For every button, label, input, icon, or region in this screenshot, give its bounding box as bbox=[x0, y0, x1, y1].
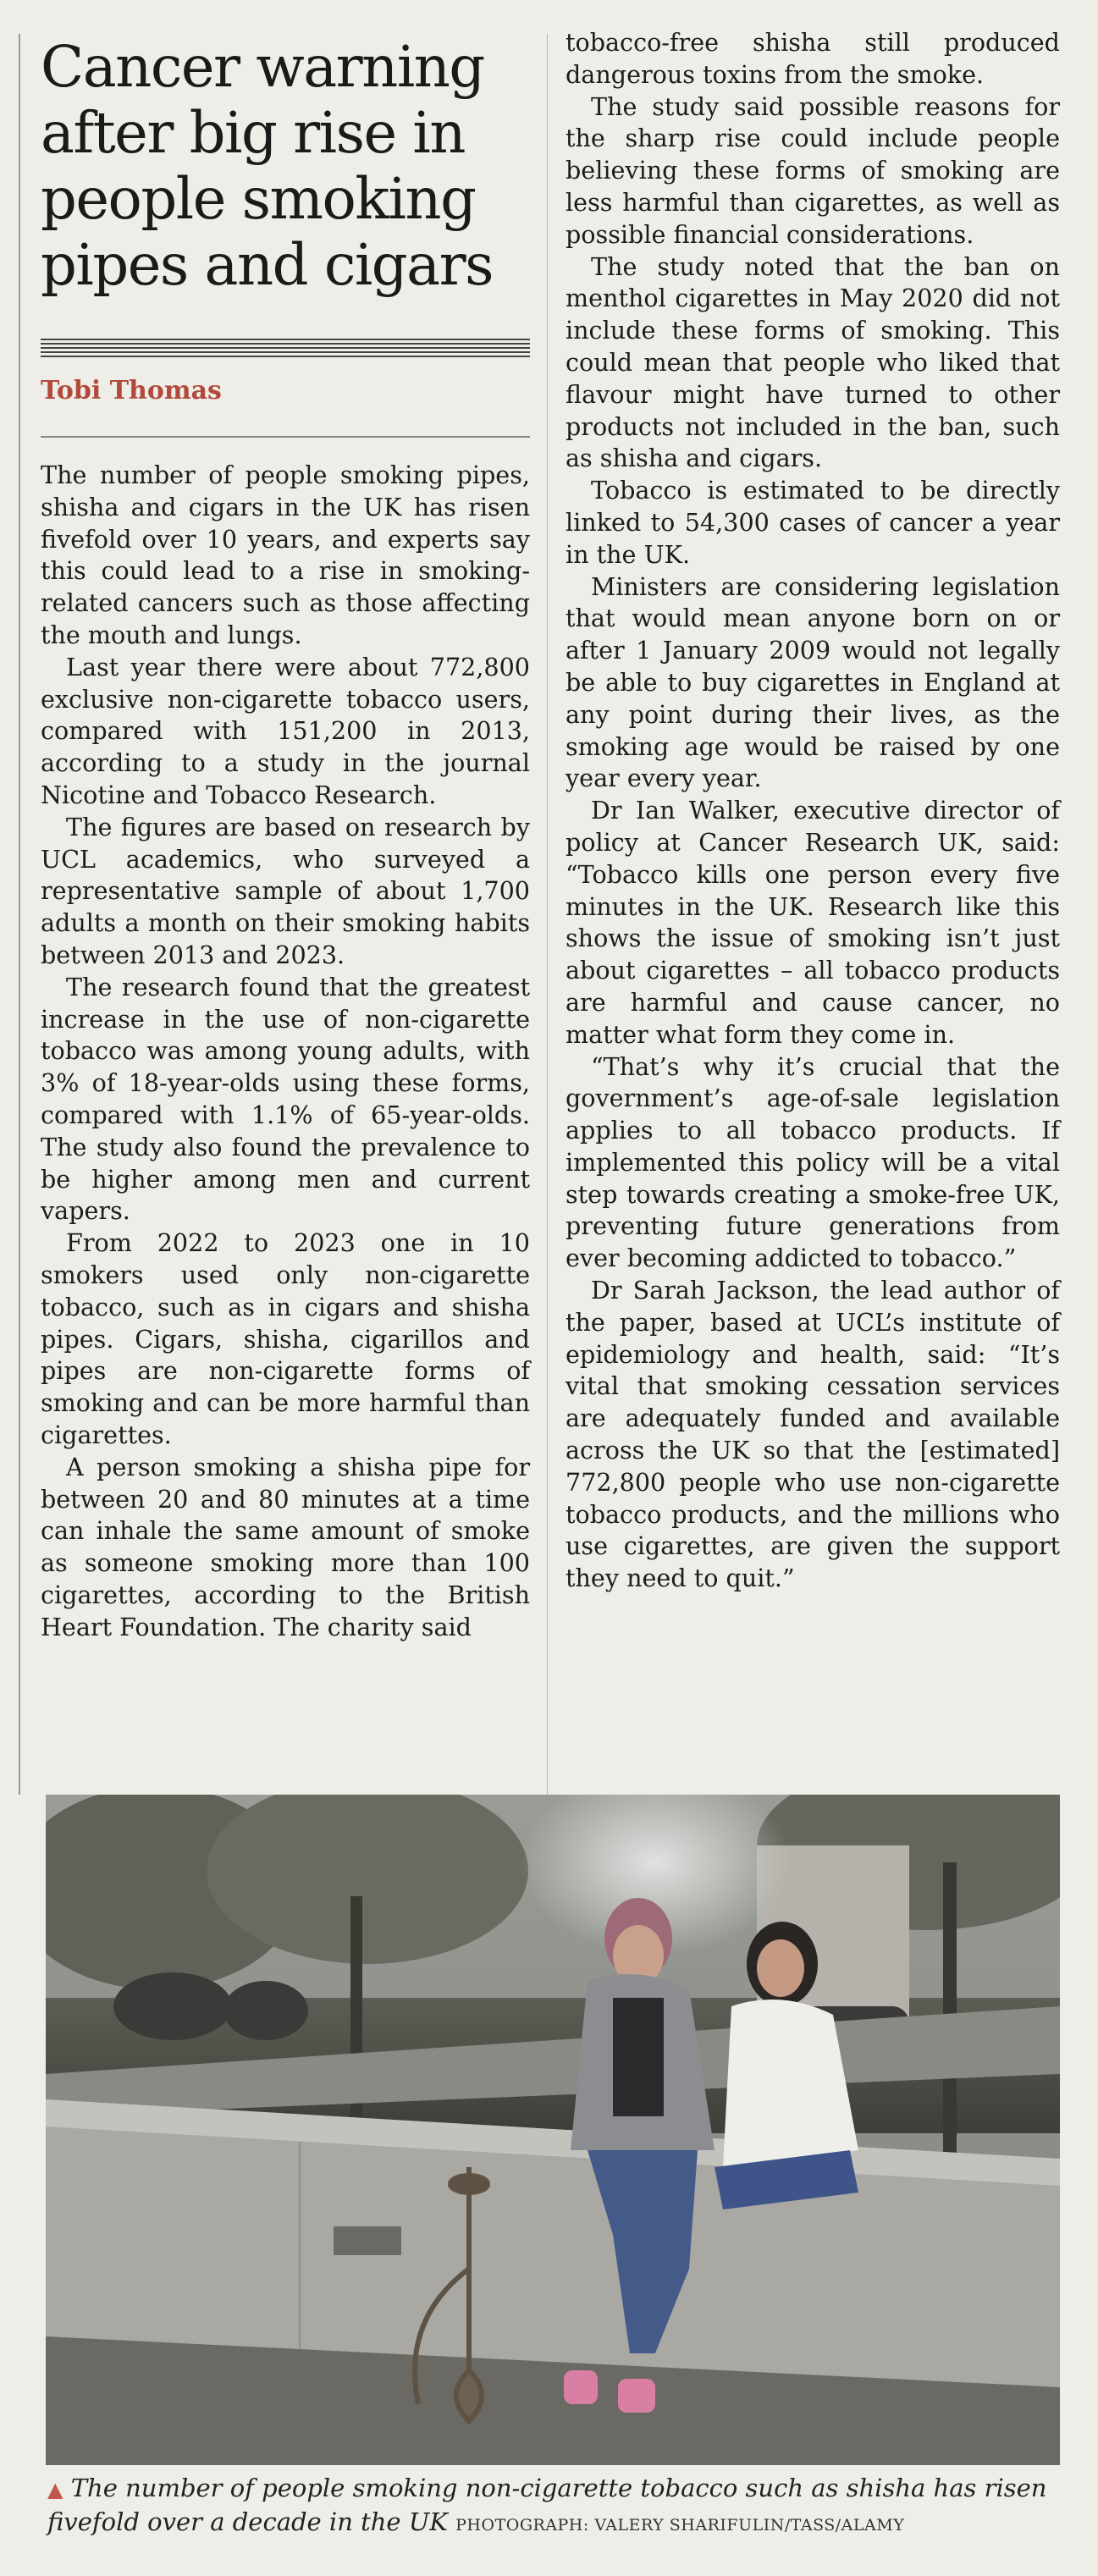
photo-shisha-smokers bbox=[46, 1795, 1060, 2465]
paragraph: From 2022 to 2023 one in 10 smokers used only non-cigarette tobacco, such as in cigars and shisha pipes. Cigars, shisha, cigarillos and pipes are non-cigarette forms of smoking and can be more harmful than cigarettes. bbox=[41, 1228, 530, 1449]
paragraph: “That’s why it’s crucial that the government’s age-of-sale legislation applies to all tobacco products. If implemented this policy will be a vital step towards creating a smoke-free UK, preventing future generations from ever becoming addicted to tobacco.” bbox=[566, 1051, 1060, 1273]
paragraph: The research found that the greatest increase in the use of non-cigarette tobacco was among young adults, with 3% of 18-year-olds using these forms, compared with 1.1% of 65-year-olds. The study also found the prevalence to be higher among men and current vapers. bbox=[41, 972, 530, 1226]
paragraph: Ministers are considering legislation that would mean anyone born on or after 1 January 2009 would not legally be able to buy cigarettes in England at any point during their lives, as the smoking age would be raised by one year every year. bbox=[566, 571, 1060, 793]
byline: Tobi Thomas bbox=[41, 376, 222, 405]
paragraph: tobacco-free shisha still produced dangerous toxins from the smoke. bbox=[566, 28, 1060, 89]
paragraph: The figures are based on research by UCL academics, who surveyed a representative sample of about 1,700 adults a month on their smoking habits between 2013 and 2023. bbox=[41, 812, 530, 969]
caption-triangle-icon: ▲ bbox=[47, 2478, 63, 2502]
paragraph: A person smoking a shisha pipe for between 20 and 80 minutes at a time can inhale the same amount of smoke as someone smoking more than 100 cigarettes, according to the British Heart Foundation. The charity said bbox=[41, 1452, 530, 1641]
paragraph: The number of people smoking pipes, shisha and cigars in the UK has risen fivefold over 10 years, and experts say this could lead to a rise in smoking-related cancers such as those affecting the mouth and lungs. bbox=[41, 461, 530, 649]
article-photo bbox=[46, 1795, 1060, 2465]
paragraph: Dr Ian Walker, executive director of policy at Cancer Research UK, said: “Tobacco kills one person every five minutes in the UK. Research like this shows the issue of smoking isn’t just about cigarettes – all tobacco products are harmful and cause cancer, no matter what form they come in. bbox=[566, 796, 1060, 1049]
headline: Cancer warning after big rise in people smoking pipes and cigars bbox=[41, 34, 494, 298]
paragraph: The study said possible reasons for the sharp rise could include people believing these forms of smoking are less harmful than cigarettes, as well as possible financial considerations. bbox=[566, 91, 1060, 249]
paragraph: The study noted that the ban on menthol cigarettes in May 2020 did not include these forms of smoking. This could mean that people who liked that flavour might have turned to other products not included in the ban, such as shisha and cigars. bbox=[566, 251, 1060, 473]
paragraph: Last year there were about 772,800 exclusive non-cigarette tobacco users, compared with 151,200 in 2013, according to a study in the journal Nicotine and Tobacco Research. bbox=[41, 652, 530, 809]
left-column bbox=[41, 34, 530, 1643]
right-body-text bbox=[566, 27, 1060, 1595]
caption-text: The number of people smoking non-cigarette tobacco such as shisha has risen fivefold over a decade in the UK bbox=[47, 2474, 1047, 2536]
left-column-rule bbox=[19, 34, 20, 1795]
paragraph: Tobacco is estimated to be directly linked to 54,300 cases of cancer a year in the UK. bbox=[566, 476, 1060, 569]
photo-caption bbox=[47, 2472, 1063, 2541]
photo-credit: PHOTOGRAPH: VALERY SHARIFULIN/TASS/ALAMY bbox=[455, 2516, 905, 2535]
left-body-text bbox=[41, 460, 530, 1643]
byline-rule bbox=[41, 436, 530, 438]
paragraph: Dr Sarah Jackson, the lead author of the paper, based at UCL’s institute of epidemiology and health, said: “It’s vital that smoking cessation services are adequately funded and available across the UK so that the [estimated] 772,800 people who use non-cigarette tobacco products, and the millions who use cigarettes, are given the support they need to quit.” bbox=[566, 1276, 1060, 1593]
right-column bbox=[566, 27, 1060, 1595]
headline-hatch-rule bbox=[41, 339, 530, 359]
column-divider bbox=[547, 34, 548, 1803]
